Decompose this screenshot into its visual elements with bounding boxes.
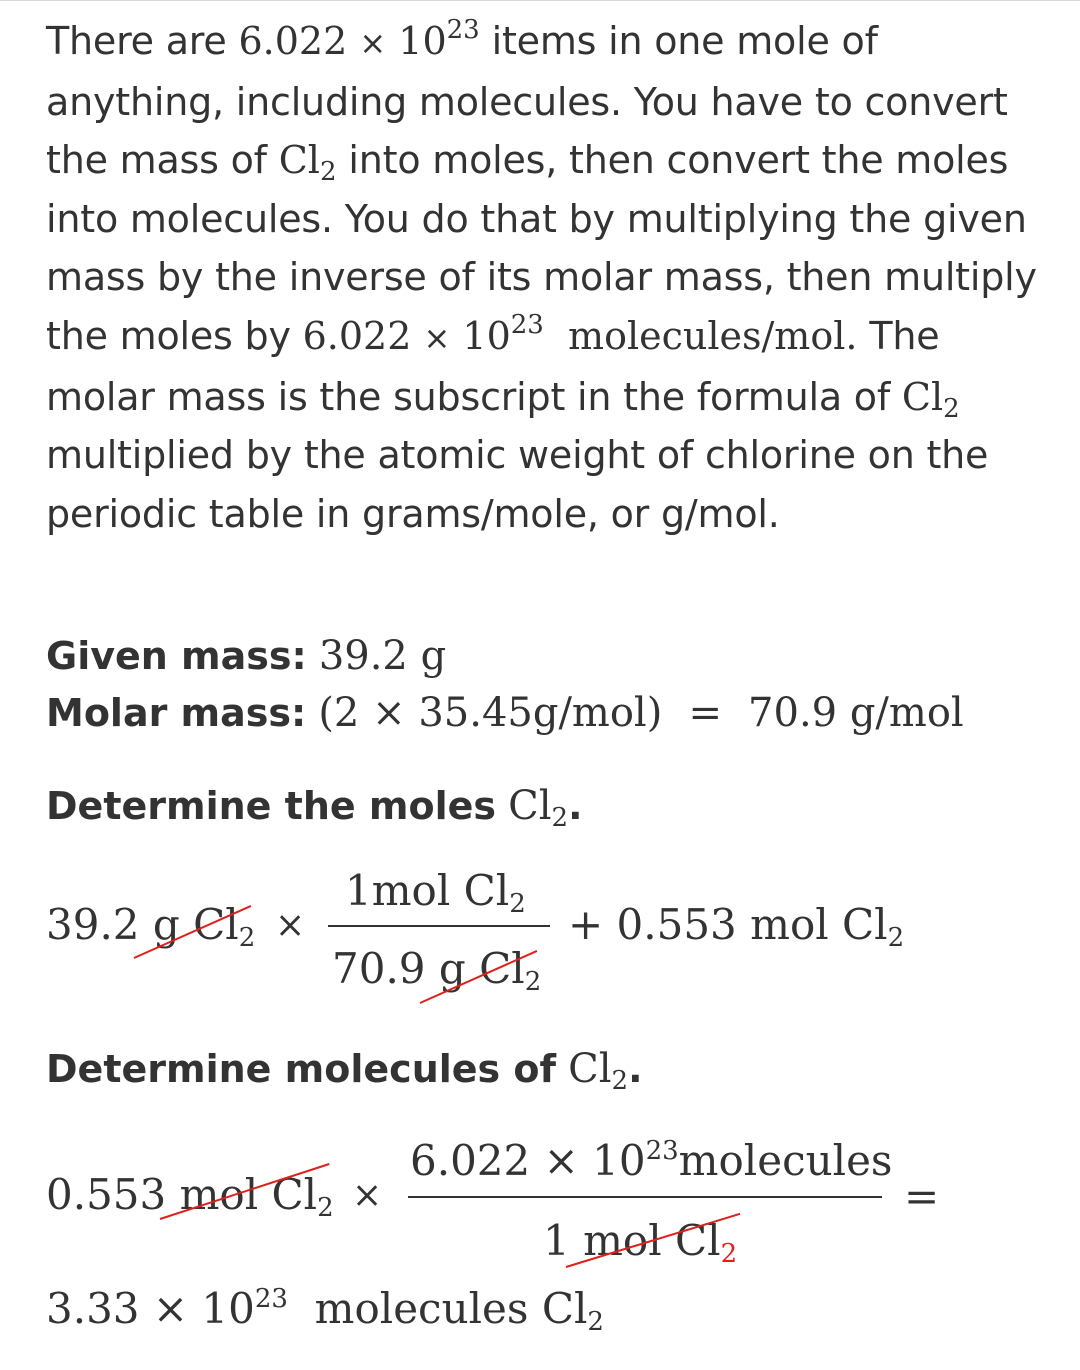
cl2-formula-2: $Cl_2$	[901, 374, 960, 424]
step2-numerator: $6.022 \times 10^{23}molecules$	[410, 1136, 893, 1185]
step1-lhs: 39.2 g $Cl_2$	[46, 900, 256, 953]
step2-heading: Determine molecules of $Cl_2$.	[46, 1046, 643, 1096]
step1-result: + 0.553 mol $Cl_2$	[568, 900, 905, 953]
step1-denominator: 70.9 g $Cl_2$	[332, 944, 542, 997]
molar-mass-expression: (2 × 35.45g/mol)	[318, 690, 663, 736]
step2-times: ×	[352, 1175, 383, 1216]
step2-fraction-bar	[408, 1196, 882, 1198]
explanation-paragraph: There are $6.022 \times 10^{23}$ items in one mole of anything, including molecules. You have to convert the mass of $Cl_2$ into moles, then convert the moles into molecules. You do that by multiplying the given mass by the inverse of its molar mass, then multiply the moles by $6.022 \times 10^{23}$ molecules/mol. The molar mass is the subscript in the formula of $Cl_2$ multiplied by the atomic weight of chlorine on the periodic table in grams/mole, or g/mol.	[46, 15, 1037, 536]
given-mass-value: 39.2 g	[318, 633, 447, 679]
avogadro-number: $6.022 \times 10^{23}$	[238, 15, 480, 63]
cl2-formula: $Cl_2$	[278, 138, 337, 188]
top-divider	[0, 0, 1080, 1]
given-mass-line	[46, 633, 446, 679]
given-mass-label: Given mass:	[46, 634, 307, 678]
step2-equals: =	[904, 1172, 940, 1221]
avogadro-number-2: $6.022 \times 10^{23}$ molecules/mol.	[302, 309, 858, 358]
step2-lhs: 0.553 mol $Cl_2$	[46, 1170, 334, 1223]
step2-denominator: 1 mol $Cl_2$	[543, 1216, 738, 1269]
step1-numerator: 1mol $Cl_2$	[345, 866, 526, 919]
molar-mass-result: 70.9 g/mol	[748, 690, 964, 736]
molar-mass-line	[46, 690, 964, 736]
molar-mass-label: Molar mass:	[46, 691, 307, 735]
final-answer: $3.33 \times 10^{23}$ molecules $Cl_2$	[46, 1284, 604, 1337]
molar-mass-equals: =	[688, 690, 722, 736]
step1-times: ×	[275, 905, 306, 946]
step1-fraction-bar	[328, 925, 550, 927]
step1-heading: Determine the moles $Cl_2$.	[46, 783, 583, 833]
